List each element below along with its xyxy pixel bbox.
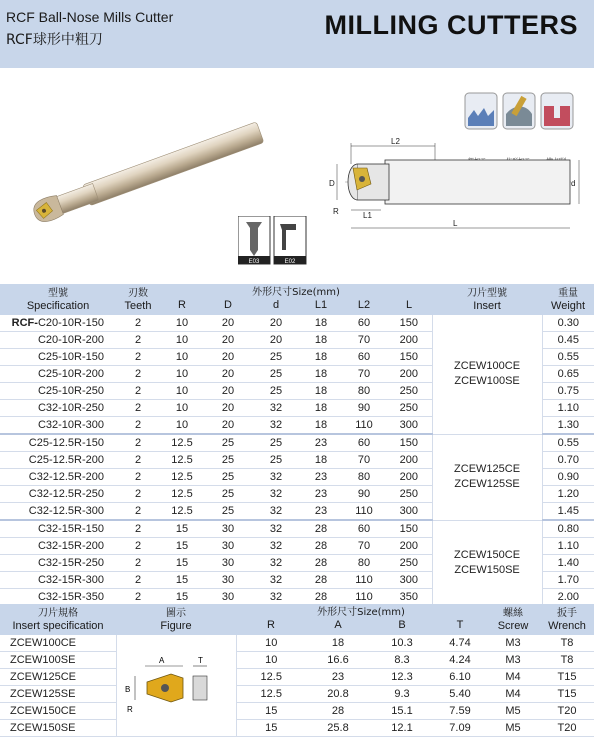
weight-cell: 1.40 (542, 555, 594, 572)
d-outer-cell: 20 (204, 383, 252, 400)
insert-t-cell: 4.74 (434, 635, 486, 652)
teeth-cell: 2 (116, 349, 160, 366)
l-cell: 250 (386, 486, 432, 503)
l2-cell: 70 (342, 366, 386, 383)
spec-code: C32-15R-200 (37, 540, 104, 553)
screw-cell: M3 (486, 652, 540, 669)
insert-figure-cell (116, 635, 236, 737)
l-cell: 200 (386, 538, 432, 555)
weight-cell: 1.10 (542, 538, 594, 555)
insert-type-line1: ZCEW125CE (454, 463, 521, 476)
teeth-cell: 2 (116, 503, 160, 521)
weight-cell: 0.45 (542, 332, 594, 349)
l2-cell: 70 (342, 332, 386, 349)
r-cell: 12.5 (160, 434, 204, 452)
l2-cell: 80 (342, 383, 386, 400)
teeth-cell: 2 (116, 572, 160, 589)
insert-spec-cell: ZCEW150SE (0, 720, 116, 737)
weight-cell: 0.65 (542, 366, 594, 383)
insert-photos (238, 216, 308, 271)
d-shank-cell: 32 (252, 417, 300, 435)
weight-cell: 1.10 (542, 400, 594, 417)
table-header-row (0, 284, 594, 299)
d-shank-cell: 25 (252, 383, 300, 400)
product-title-en: RCF Ball-Nose Mills Cutter (6, 9, 174, 25)
insert-type-line1: ZCEW100CE (454, 360, 521, 373)
d-shank-cell: 32 (252, 400, 300, 417)
teeth-cell: 2 (116, 555, 160, 572)
l-cell: 200 (386, 452, 432, 469)
col-insert-r: R (236, 619, 306, 635)
table-row (0, 434, 594, 452)
teeth-cell: 2 (116, 366, 160, 383)
l1-cell: 23 (300, 503, 342, 521)
table-row (0, 635, 594, 652)
spec-code: C25-10R-250 (37, 385, 104, 398)
l-cell: 250 (386, 400, 432, 417)
insert-a-cell: 16.6 (306, 652, 370, 669)
l-cell: 200 (386, 469, 432, 486)
l2-cell: 110 (342, 572, 386, 589)
insert-a-cell: 20.8 (306, 686, 370, 703)
col-weight: 重量 Weight (542, 284, 594, 315)
teeth-cell: 2 (116, 538, 160, 555)
l-cell: 350 (386, 589, 432, 607)
insert-r-cell: 15 (236, 703, 306, 720)
d-outer-cell: 25 (204, 452, 252, 469)
l1-cell: 18 (300, 383, 342, 400)
col-d-shank: d (252, 299, 300, 315)
d-shank-cell: 20 (252, 315, 300, 332)
weight-cell: 0.70 (542, 452, 594, 469)
l-cell: 300 (386, 417, 432, 435)
r-cell: 10 (160, 349, 204, 366)
r-cell: 12.5 (160, 486, 204, 503)
category-heading: MILLING CUTTERS (324, 10, 578, 40)
d-shank-cell: 32 (252, 520, 300, 538)
spec-code: C20-10R-150 (37, 317, 104, 330)
d-shank-cell: 32 (252, 538, 300, 555)
d-shank-cell: 32 (252, 469, 300, 486)
spec-cell (0, 366, 116, 383)
wrench-cell: T15 (540, 686, 594, 703)
l1-cell: 18 (300, 400, 342, 417)
insert-table-header-row (0, 604, 594, 619)
teeth-cell: 2 (116, 469, 160, 486)
machining-mode-icons (464, 92, 576, 137)
spec-cell (0, 469, 116, 486)
spec-cell (0, 572, 116, 589)
l1-cell: 23 (300, 434, 342, 452)
r-cell: 15 (160, 538, 204, 555)
dimension-drawing (325, 138, 587, 238)
insert-type-line2: ZCEW150SE (454, 564, 520, 577)
insert-spec-cell: ZCEW100CE (0, 635, 116, 652)
screw-cell: M3 (486, 635, 540, 652)
col-size-group: 外形尺寸Size(mm) (160, 284, 432, 299)
figure-label-r: R (127, 705, 133, 714)
d-outer-cell: 20 (204, 332, 252, 349)
spec-cell (0, 520, 116, 538)
insert-r-cell: 15 (236, 720, 306, 737)
l2-cell: 60 (342, 520, 386, 538)
col-insert-b: B (370, 619, 434, 635)
d-outer-cell: 25 (204, 503, 252, 521)
teeth-cell: 2 (116, 383, 160, 400)
l-cell: 250 (386, 555, 432, 572)
l-cell: 150 (386, 315, 432, 332)
d-outer-cell: 20 (204, 417, 252, 435)
col-r: R (160, 299, 204, 315)
spec-cell (0, 434, 116, 452)
insert-b-cell: 9.3 (370, 686, 434, 703)
d-shank-cell: 25 (252, 434, 300, 452)
figure-label-t: T (198, 656, 203, 665)
col-figure: 圖示 Figure (116, 604, 236, 635)
wrench-cell: T20 (540, 703, 594, 720)
spec-code: C32-15R-250 (37, 557, 104, 570)
cutter-photo (12, 118, 272, 228)
insert-b-cell: 12.3 (370, 669, 434, 686)
spec-cell (0, 538, 116, 555)
d-outer-cell: 30 (204, 538, 252, 555)
weight-cell: 1.70 (542, 572, 594, 589)
insert-type-cell (432, 434, 542, 520)
weight-cell: 1.20 (542, 486, 594, 503)
r-cell: 15 (160, 589, 204, 607)
d-outer-cell: 25 (204, 434, 252, 452)
insert-spec-cell: ZCEW150CE (0, 703, 116, 720)
l-cell: 250 (386, 383, 432, 400)
teeth-cell: 2 (116, 332, 160, 349)
col-insert-t: T (434, 619, 486, 635)
spec-cell (0, 417, 116, 435)
d-outer-cell: 25 (204, 486, 252, 503)
l2-cell: 60 (342, 349, 386, 366)
insert-t-cell: 7.09 (434, 720, 486, 737)
l2-cell: 90 (342, 400, 386, 417)
insert-t-cell: 6.10 (434, 669, 486, 686)
dim-label-l: L (453, 219, 458, 228)
l-cell: 200 (386, 366, 432, 383)
screw-cell: M4 (486, 669, 540, 686)
l1-cell: 23 (300, 469, 342, 486)
insert-label-e02: E02 (284, 259, 296, 265)
weight-cell: 0.90 (542, 469, 594, 486)
wrench-cell: T8 (540, 635, 594, 652)
col-insert: 刀片型號 Insert (432, 284, 542, 315)
cutter-spec-table (0, 284, 594, 607)
r-cell: 15 (160, 555, 204, 572)
spec-code: C25-10R-150 (37, 351, 104, 364)
l1-cell: 18 (300, 417, 342, 435)
l2-cell: 90 (342, 486, 386, 503)
screw-cell: M4 (486, 686, 540, 703)
insert-spec-cell: ZCEW125CE (0, 669, 116, 686)
l1-cell: 18 (300, 452, 342, 469)
col-teeth: 刃数 Teeth (116, 284, 160, 315)
table-row (0, 720, 594, 737)
l-cell: 300 (386, 503, 432, 521)
l2-cell: 60 (342, 434, 386, 452)
col-l2: L2 (342, 299, 386, 315)
weight-cell: 0.30 (542, 315, 594, 332)
spec-code: C32-10R-250 (37, 402, 104, 415)
dim-label-d-outer: D (329, 179, 335, 188)
insert-type-line2: ZCEW100SE (454, 375, 520, 388)
l-cell: 300 (386, 572, 432, 589)
insert-a-cell: 18 (306, 635, 370, 652)
teeth-cell: 2 (116, 452, 160, 469)
col-insert-a: A (306, 619, 370, 635)
figure-label-a: A (159, 656, 165, 665)
spec-cell (0, 383, 116, 400)
spec-cell (0, 332, 116, 349)
col-spec: 型號 Specification (0, 284, 116, 315)
spec-cell (0, 452, 116, 469)
l2-cell: 60 (342, 315, 386, 332)
insert-r-cell: 12.5 (236, 686, 306, 703)
insert-label-e03: E03 (248, 259, 260, 265)
d-shank-cell: 32 (252, 589, 300, 607)
insert-a-cell: 28 (306, 703, 370, 720)
teeth-cell: 2 (116, 589, 160, 607)
d-outer-cell: 25 (204, 469, 252, 486)
d-shank-cell: 20 (252, 332, 300, 349)
insert-b-cell: 15.1 (370, 703, 434, 720)
l1-cell: 28 (300, 555, 342, 572)
insert-spec-table (0, 604, 594, 737)
l-cell: 150 (386, 520, 432, 538)
table-row (0, 686, 594, 703)
d-outer-cell: 20 (204, 400, 252, 417)
l2-cell: 110 (342, 417, 386, 435)
l2-cell: 80 (342, 555, 386, 572)
l1-cell: 18 (300, 349, 342, 366)
teeth-cell: 2 (116, 315, 160, 332)
l1-cell: 23 (300, 486, 342, 503)
dim-label-d-shank: d (571, 179, 576, 188)
insert-b-cell: 8.3 (370, 652, 434, 669)
weight-cell: 0.80 (542, 520, 594, 538)
spec-cell (0, 555, 116, 572)
insert-t-cell: 4.24 (434, 652, 486, 669)
l-cell: 200 (386, 332, 432, 349)
d-outer-cell: 30 (204, 572, 252, 589)
spec-code: C32-12.5R-300 (28, 505, 104, 518)
insert-b-cell: 12.1 (370, 720, 434, 737)
l1-cell: 18 (300, 332, 342, 349)
product-title-cn: RCF球形中粗刀 (6, 32, 103, 48)
table-row (0, 520, 594, 538)
dim-label-l2: L2 (391, 138, 400, 146)
insert-b-cell: 10.3 (370, 635, 434, 652)
d-shank-cell: 25 (252, 349, 300, 366)
r-cell: 10 (160, 332, 204, 349)
spec-cell (0, 349, 116, 366)
col-insert-size-group: 外形尺寸Size(mm) (236, 604, 486, 619)
spec-code: C32-10R-300 (37, 419, 104, 432)
weight-cell: 0.75 (542, 383, 594, 400)
insert-a-cell: 23 (306, 669, 370, 686)
r-cell: 15 (160, 520, 204, 538)
insert-type-cell (432, 520, 542, 606)
teeth-cell: 2 (116, 417, 160, 435)
insert-type-cell (432, 315, 542, 434)
insert-type-line1: ZCEW150CE (454, 549, 521, 562)
r-cell: 12.5 (160, 503, 204, 521)
dim-label-r: R (333, 207, 339, 216)
weight-cell: 1.30 (542, 417, 594, 435)
insert-type-line2: ZCEW125SE (454, 478, 520, 491)
figure-label-b: B (125, 685, 131, 694)
col-insert-spec: 刀片規格 Insert specification (0, 604, 116, 635)
spec-cell (0, 400, 116, 417)
r-cell: 10 (160, 400, 204, 417)
insert-spec-cell: ZCEW125SE (0, 686, 116, 703)
spec-code: C25-12.5R-150 (28, 437, 104, 450)
l1-cell: 28 (300, 572, 342, 589)
d-outer-cell: 30 (204, 589, 252, 607)
l1-cell: 28 (300, 538, 342, 555)
page-header (0, 0, 594, 68)
insert-t-cell: 5.40 (434, 686, 486, 703)
teeth-cell: 2 (116, 434, 160, 452)
r-cell: 15 (160, 572, 204, 589)
r-cell: 10 (160, 315, 204, 332)
l2-cell: 80 (342, 469, 386, 486)
l2-cell: 110 (342, 503, 386, 521)
r-cell: 10 (160, 417, 204, 435)
d-shank-cell: 32 (252, 572, 300, 589)
spec-code: C32-12.5R-250 (28, 488, 104, 501)
spec-cell (0, 503, 116, 521)
wrench-cell: T15 (540, 669, 594, 686)
col-l: L (386, 299, 432, 315)
col-l1: L1 (300, 299, 342, 315)
d-shank-cell: 25 (252, 452, 300, 469)
insert-r-cell: 10 (236, 652, 306, 669)
d-shank-cell: 25 (252, 366, 300, 383)
weight-cell: 2.00 (542, 589, 594, 607)
l1-cell: 28 (300, 589, 342, 607)
insert-r-cell: 10 (236, 635, 306, 652)
spec-code: C25-10R-200 (37, 368, 104, 381)
l2-cell: 70 (342, 452, 386, 469)
weight-cell: 0.55 (542, 434, 594, 452)
wrench-cell: T8 (540, 652, 594, 669)
spec-code: C25-12.5R-200 (28, 454, 104, 467)
insert-r-cell: 12.5 (236, 669, 306, 686)
insert-a-cell: 25.8 (306, 720, 370, 737)
r-cell: 12.5 (160, 469, 204, 486)
table-row (0, 315, 594, 332)
spec-prefix: RCF- (11, 317, 38, 330)
insert-spec-cell: ZCEW100SE (0, 652, 116, 669)
d-outer-cell: 30 (204, 555, 252, 572)
l2-cell: 70 (342, 538, 386, 555)
d-outer-cell: 20 (204, 349, 252, 366)
d-outer-cell: 20 (204, 366, 252, 383)
table-row (0, 652, 594, 669)
teeth-cell: 2 (116, 400, 160, 417)
wrench-cell: T20 (540, 720, 594, 737)
spec-cell (0, 315, 116, 332)
screw-cell: M5 (486, 703, 540, 720)
col-screw: 螺絲 Screw (486, 604, 540, 635)
col-d-outer: D (204, 299, 252, 315)
table-row (0, 669, 594, 686)
spec-code: C32-15R-300 (37, 574, 104, 587)
teeth-cell: 2 (116, 486, 160, 503)
l-cell: 150 (386, 434, 432, 452)
d-outer-cell: 30 (204, 520, 252, 538)
l2-cell: 110 (342, 589, 386, 607)
spec-code: C32-15R-350 (37, 591, 104, 604)
l-cell: 150 (386, 349, 432, 366)
spec-code: C20-10R-200 (37, 334, 104, 347)
insert-t-cell: 7.59 (434, 703, 486, 720)
spec-code: C32-15R-150 (37, 523, 104, 536)
r-cell: 12.5 (160, 452, 204, 469)
spec-cell (0, 486, 116, 503)
l1-cell: 28 (300, 520, 342, 538)
d-outer-cell: 20 (204, 315, 252, 332)
l1-cell: 18 (300, 315, 342, 332)
insert-figure (121, 648, 231, 718)
product-images (0, 68, 594, 282)
screw-cell: M5 (486, 720, 540, 737)
d-shank-cell: 32 (252, 486, 300, 503)
l1-cell: 18 (300, 366, 342, 383)
col-wrench: 扳手 Wrench (540, 604, 594, 635)
weight-cell: 1.45 (542, 503, 594, 521)
spec-code: C32-12.5R-200 (28, 471, 104, 484)
weight-cell: 0.55 (542, 349, 594, 366)
table-row (0, 703, 594, 720)
r-cell: 10 (160, 383, 204, 400)
r-cell: 10 (160, 366, 204, 383)
d-shank-cell: 32 (252, 503, 300, 521)
dim-label-l1: L1 (363, 211, 372, 220)
d-shank-cell: 32 (252, 555, 300, 572)
teeth-cell: 2 (116, 520, 160, 538)
